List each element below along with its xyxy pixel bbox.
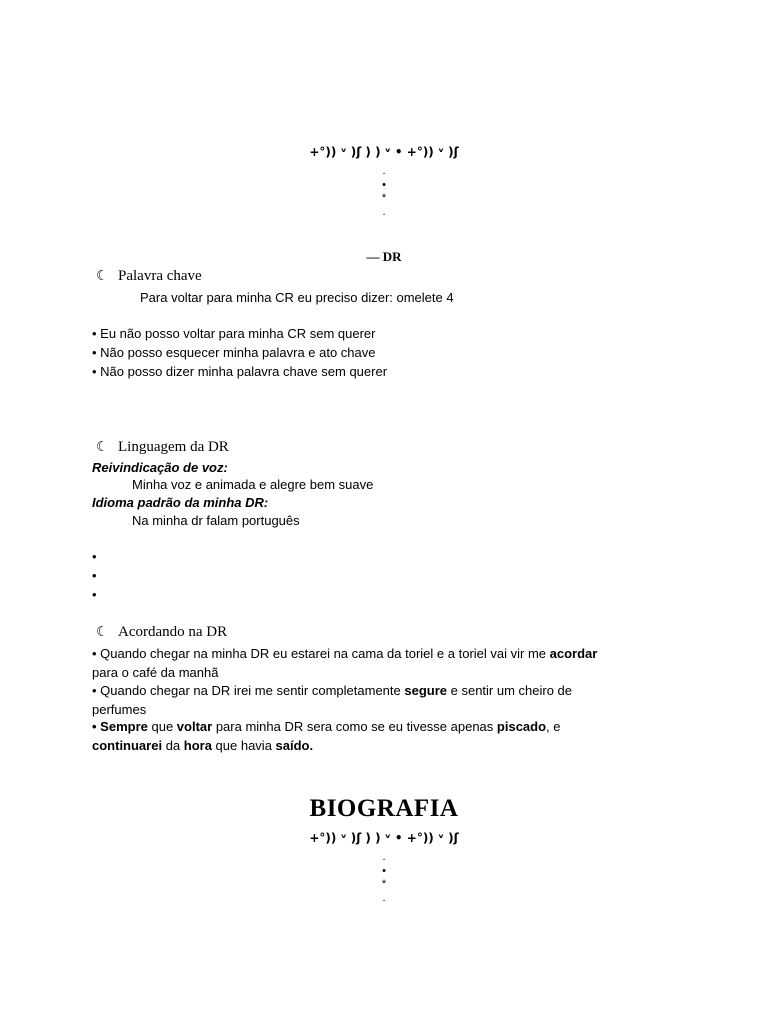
text: que (147, 719, 177, 734)
section-heading-palavra-chave (96, 268, 202, 285)
text: • Quando chegar na minha DR eu estarei na cama da toriel e a toriel vai vir me (92, 646, 550, 661)
biografia-dots (0, 851, 768, 905)
dot-4: . (382, 205, 386, 218)
bold-text: acordar (549, 646, 598, 661)
text: que havia (211, 737, 276, 753)
dot-2: • (382, 178, 386, 191)
language-value: Na minha dr falam português (132, 513, 300, 528)
line (92, 737, 692, 756)
section-heading-acordando (96, 624, 227, 641)
wake-paragraph-2 (92, 682, 692, 719)
header-dots (0, 165, 768, 219)
wake-paragraph-3 (92, 718, 692, 755)
palavra-chave-text: Para voltar para minha CR eu preciso dizer: omelete 4 (140, 290, 454, 305)
dot-3: * (381, 878, 387, 890)
line: perfumes (92, 701, 147, 717)
line (92, 682, 692, 701)
voice-claim-value: Minha voz e animada e alegre bem suave (132, 477, 374, 492)
crescent-moon-icon: ☾ (96, 624, 109, 640)
dot-1: . (382, 851, 386, 863)
header-ornament: +°)) ᵛ )ʃ ) ) ᵛ • +°)) ᵛ )ʃ (309, 145, 459, 159)
list-item: • Não posso esquecer minha palavra e ato chave (92, 344, 376, 360)
language-label: Idioma padrão da minha DR: (92, 495, 269, 510)
biografia-title: BIOGRAFIA (309, 795, 459, 822)
section-heading-label: Palavra chave (118, 268, 202, 284)
dot-3: * (381, 192, 387, 204)
list-item: • (92, 568, 97, 583)
text: e sentir um cheiro de (447, 683, 573, 698)
list-item: • Eu não posso voltar para minha CR sem querer (92, 326, 376, 341)
section-heading-label: Acordando na DR (118, 624, 228, 640)
crescent-moon-icon: ☾ (96, 439, 109, 455)
text: para minha DR sera como se eu tivesse apenas (212, 719, 497, 734)
empty-bullet-list (92, 547, 97, 604)
text: • Quando chegar na DR irei me sentir completamente (92, 683, 405, 698)
bold-text: hora (183, 737, 212, 753)
wake-paragraph-1 (92, 645, 692, 682)
dot-4: . (382, 891, 386, 904)
biografia-ornament: +°)) ᵛ )ʃ ) ) ᵛ • +°)) ᵛ )ʃ (309, 831, 459, 845)
line (92, 718, 692, 737)
list-item: • Não posso dizer minha palavra chave sem querer (92, 363, 388, 379)
bold-text: piscado (496, 719, 547, 734)
bold-text: continuarei (92, 737, 163, 753)
voice-claim-label: Reivindicação de voz: (92, 460, 228, 475)
dot-2: • (382, 864, 386, 877)
section-heading-label: Linguagem da DR (118, 439, 229, 455)
bold-text: saído. (275, 737, 314, 753)
text: , e (546, 719, 561, 734)
bold-text: Sempre (100, 719, 148, 734)
line: para o café da manhã (92, 664, 219, 680)
section-heading-linguagem (96, 439, 229, 456)
bullet: • (92, 719, 101, 734)
line (92, 645, 692, 664)
palavra-chave-rules (92, 325, 387, 381)
text: da (162, 737, 184, 753)
page-title: — DR (366, 249, 402, 264)
crescent-moon-icon: ☾ (96, 268, 109, 284)
bold-text: segure (404, 683, 448, 698)
dot-1: . (382, 165, 386, 177)
list-item: • (92, 549, 97, 564)
bold-text: voltar (176, 719, 213, 734)
list-item: • (92, 587, 97, 602)
